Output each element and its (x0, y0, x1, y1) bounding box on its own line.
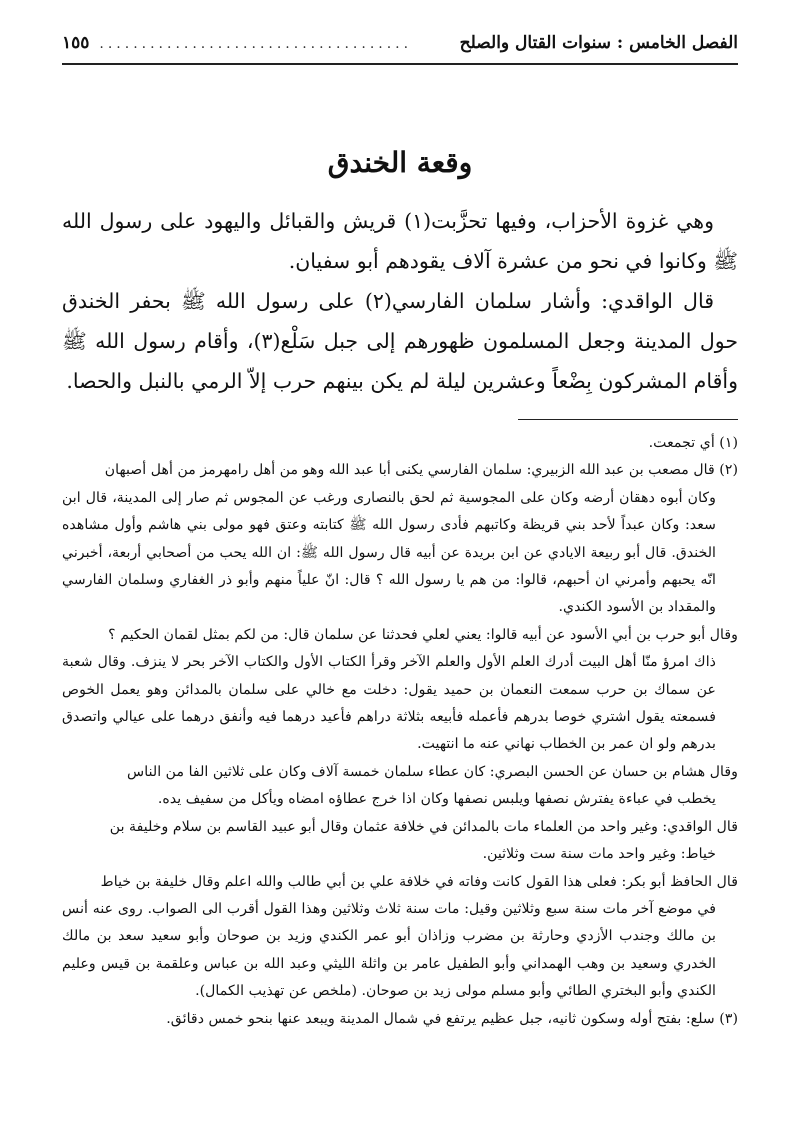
footnote-line: وقال أبو حرب بن أبي الأسود عن أبيه قالوا: يعني لعلي فحدثنا عن سلمان قال: من لكم بمثل لقمان الحكيم ؟ (108, 626, 738, 643)
footnote-divider (518, 419, 738, 420)
section-title: وقعة الخندق (327, 146, 473, 179)
footnote-line: (٢) قال مصعب بن عبد الله الزبيري: سلمان الفارسي يكنى أبا عبد الله وهو من أهل رامهرمز من أهل أصبهان (104, 462, 738, 479)
footnote-line: قال الحافظ أبو بكر: فعلى هذا القول كانت وفاته في خلافة علي بن أبي طالب والله اعلم وقال خليفة بن خياط (100, 873, 738, 890)
running-header-chapter: الفصل الخامس : سنوات القتال والصلح (459, 33, 738, 53)
footnote-line: قال الواقدي: وغير واحد من العلماء مات بالمدائن في خلافة عثمان وقال أبو عبيد القاسم بن سلام وخليفة بن (109, 818, 738, 835)
running-header-left (62, 30, 416, 57)
footnote-continuation: وكان أبوه دهقان أرضه وكان على المجوسية ثم لحق بالنصارى ورغب عن المجوس ثم صار إلى المدينة، قال ابن سعد: وكان عبداً لأحد بني قريظة وكاتبهم فأدى رسول الله ﷺ كتابته وعتق فهو مولى بني هاشم وأول مشاهده الخندق. قال أبو ربيعة الايادي عن ابن بريدة عن أبيه قال رسول الله ﷺ: ان الله يحب من أصحابي أربعة، أخبرني انّه يحبهم وأمرني ان أحبهم، قالوا: من هم يا رسول الله ؟ قال: انّ علياً منهم وأبو ذر الغفاري وسلمان الفارسي والمقداد بن الأسود الكندي. (62, 489, 716, 616)
footnote-continuation: ذاك امرؤ منّا أهل البيت أدرك العلم الأول والعلم الآخر وقرأ الكتاب الأول والكتاب الآخر بحر لا ينزف. وقال شعبة عن سماك بن حرب سمعت النعمان بن حميد يقول: دخلت مع خالي على سلمان بالمدائن وهو يعمل الخوص فسمعته يقول اشتري خوصا بدرهم فأعمله فأبيعه بثلاثة دراهم فأعيد درهما فيه وأنفق درهما على عيالي واتصدق بدرهم ولو ان عمر بن الخطاب نهاني عنه ما انتهيت. (62, 654, 716, 753)
book-page (62, 30, 738, 1033)
leader-dots: ..................................... (99, 36, 413, 52)
footnote-continuation: خياط: وغير واحد مات سنة ست وثلاثين. (482, 846, 716, 863)
footnote-line: (١) أي تجمعت. (648, 435, 738, 451)
body-paragraph: قال الواقدي: وأشار سلمان الفارسي(٢) على رسول الله ﷺ بحفر الخندق حول المدينة وجعل المسلمون ظهورهم إلى جبل سَلْع(٣)، وأقام رسول الله ﷺ وأقام المشركون بِضْعاً وعشرين ليلة لم يكن بينهم حرب إلاّ الرمي بالنبل والحصا. (62, 289, 738, 393)
footnotes (62, 430, 738, 1033)
body-paragraph: وهي غزوة الأحزاب، وفيها تحزَّبت(١) قريش والقبائل واليهود على رسول الله ﷺ وكانوا في نحو من عشرة آلاف يقودهم أبو سفيان. (62, 209, 738, 273)
footnote-continuation: يخطب في عباءة يفترش نصفها ويلبس نصفها وكان اذا خرج عطاؤه امضاه ويأكل من سفيف يده. (157, 791, 716, 808)
footnote-line: (٣) سلع: بفتح أوله وسكون ثانيه، جبل عظيم يرتفع في شمال المدينة ويبعد عنها بنحو خمس دقائق. (166, 1010, 738, 1027)
page-number: ١٥٥ (62, 33, 90, 53)
running-header (62, 30, 738, 65)
body-text (62, 201, 738, 401)
footnote-line: وقال هشام بن حسان عن الحسن البصري: كان عطاء سلمان خمسة آلاف وكان على ثلاثين الفا من الناس (126, 763, 738, 780)
footnote-continuation: في موضع آخر مات سنة سبع وثلاثين وقيل: مات سنة ثلاث وثلاثين وهذا القول أقرب الى الصواب. روى عنه أنس بن مالك وجندب الأزدي وحارثة بن مضرب وزاذان أبو عمر الكندي وزيد بن صوحان وأبو سعيد سعد بن مالك الخدري وسعيد بن وهب الهمداني وأبو الطفيل عامر بن واثلة الليثي وعبد الله بن عباس وعلقمة بن قيس وعليم الكندي وأبو البختري الطائي وأبو مسلم مولى زيد بن صوحان. (ملخص عن تهذيب الكمال). (62, 900, 716, 1000)
